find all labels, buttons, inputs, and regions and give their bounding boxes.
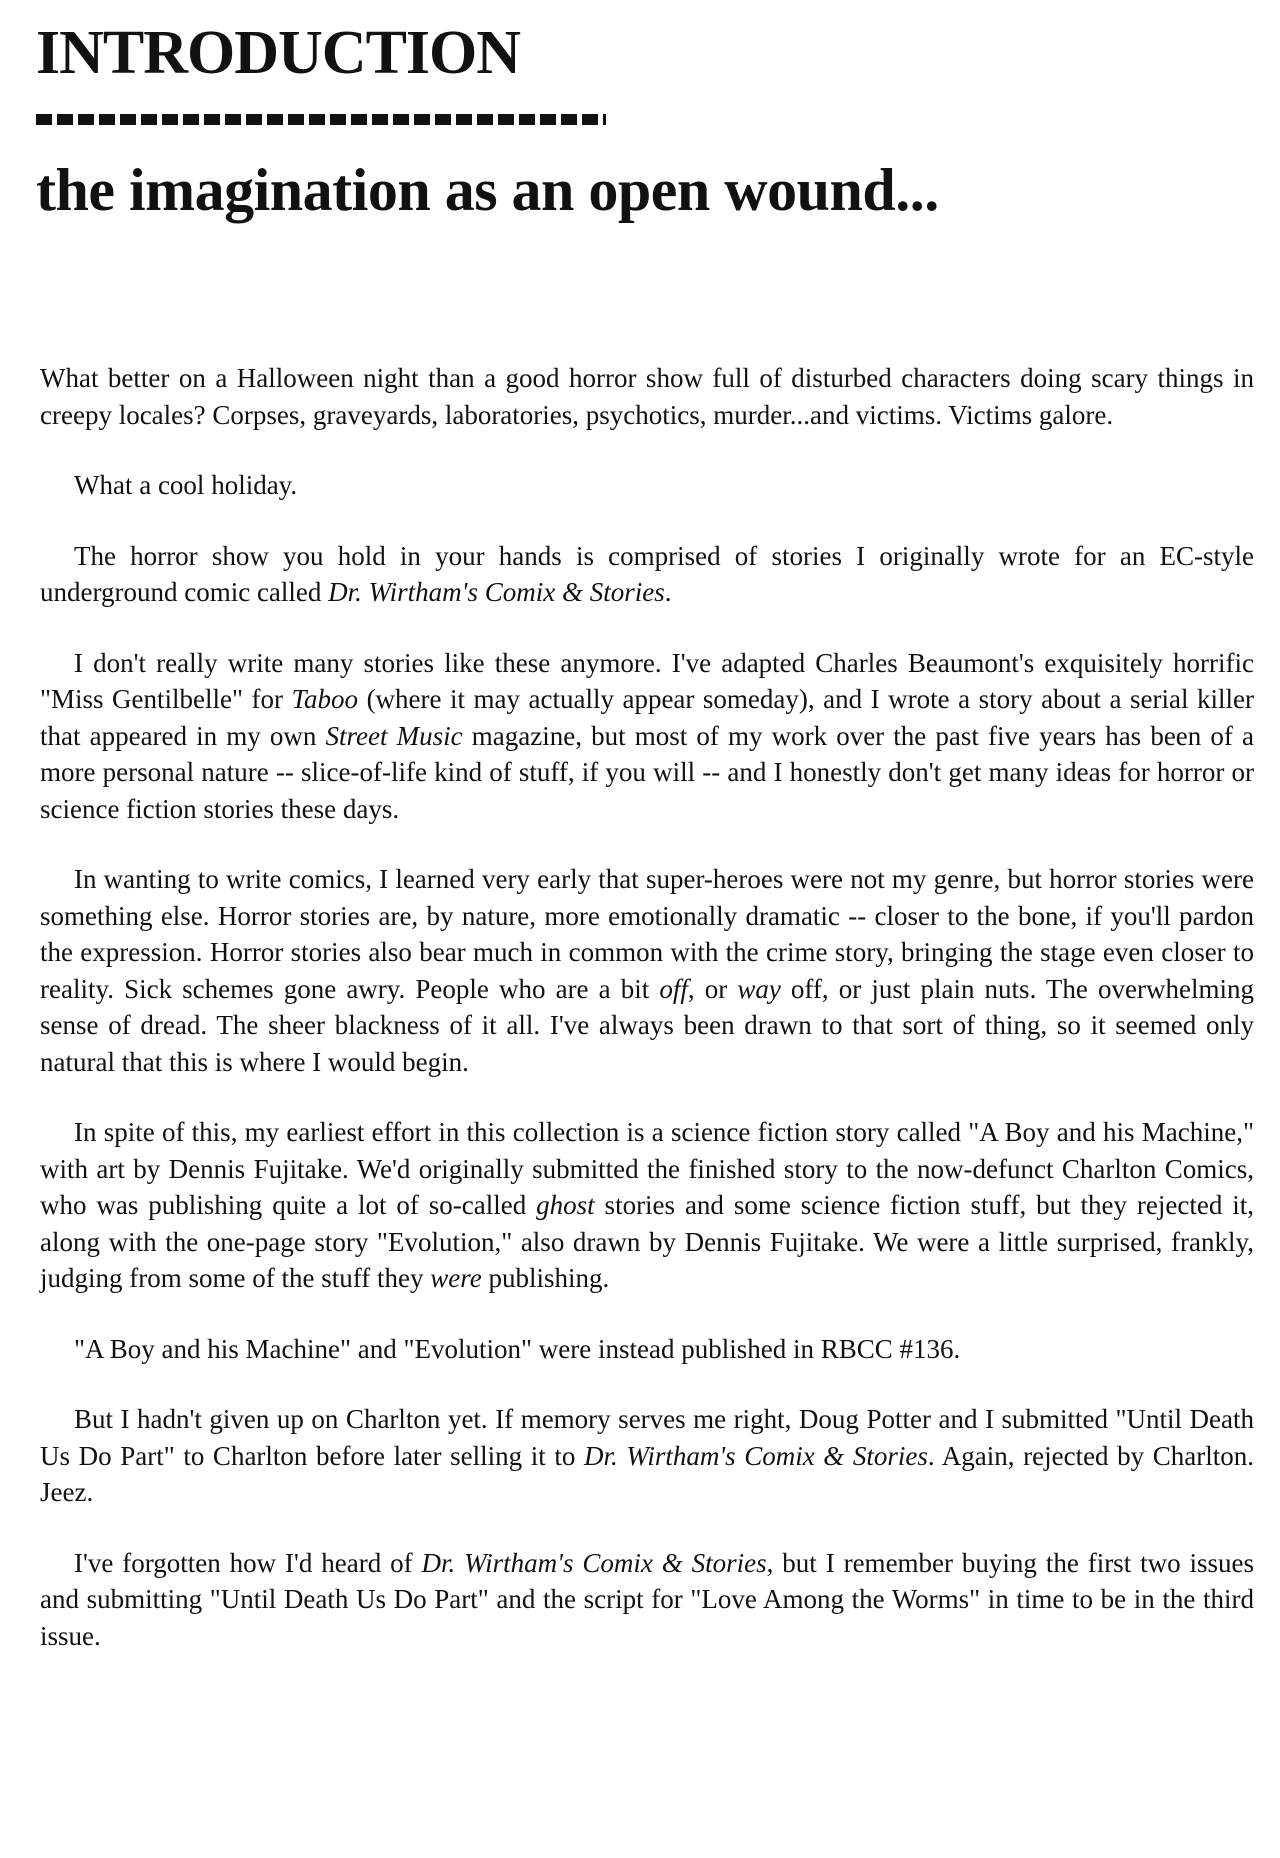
paragraph	[40, 1401, 1254, 1511]
paragraph-text: In spite of this, my earliest effort in this collection is a science fiction story called "A Boy and his Machine," with art by Dennis Fujitake. We'd originally submitted the finished story to the now-defunct Charlton Comics, who was publishing quite a lot of so-called	[40, 1117, 1254, 1220]
italic-text: Street Music	[325, 720, 463, 751]
paragraph-text: stories and some science fiction stuff, but they rejected it, along with the one-page story "Evolution," also drawn by Dennis Fujitake. We were a little surprised, frankly, judging from some of the stuff they	[40, 1190, 1254, 1293]
page-subtitle: the imagination as an open wound...	[36, 157, 939, 223]
paragraph-text: But I hadn't given up on Charlton yet. If memory serves me right, Doug Potter and I submitted "Until Death Us Do Part" to Charlton before later selling it to	[40, 1404, 1254, 1471]
paragraph	[40, 1114, 1254, 1297]
paragraph	[40, 645, 1254, 828]
page-title: INTRODUCTION	[36, 19, 521, 87]
paragraph-text: The horror show you hold in your hands is comprised of stories I originally wrote for an EC-style underground comic called	[40, 540, 1254, 607]
paragraph-text: What better on a Halloween night than a good horror show full of disturbed characters doing scary things in creepy locales? Corpses, graveyards, laboratories, psychotics, murder...and victims. Victims galore.	[40, 363, 1254, 430]
italic-text: off	[659, 973, 688, 1004]
paragraph-text: off, or just plain nuts. The overwhelming sense of dread. The sheer blackness of it all. I've always been drawn to that sort of thing, so it seemed only natural that this is where I would begin.	[40, 973, 1254, 1077]
paragraph-text: "A Boy and his Machine" and "Evolution" were instead published in RBCC #136.	[74, 1333, 961, 1364]
paragraph	[40, 538, 1254, 611]
paragraph-text: publishing.	[481, 1263, 610, 1293]
paragraph-text: , but I remember buying the first two issues and submitting "Until Death Us Do Part" and the script for "Love Among the Worms" in time to be in the third issue.	[40, 1547, 1254, 1651]
paragraph-text: I don't really write many stories like these anymore. I've adapted Charles Beaumont's exquisitely horrific "Miss Gentilbelle" for	[40, 647, 1254, 714]
article-body	[40, 360, 1254, 1688]
italic-text: Taboo	[291, 684, 359, 714]
italic-text: Dr. Wirtham's Comix & Stories	[583, 1440, 928, 1471]
paragraph-text: . Again, rejected by Charlton. Jeez.	[40, 1440, 1254, 1507]
paragraph-text: magazine, but most of my work over the past five years has been of a more personal nature -- slice-of-life kind of stuff, if you will -- and I honestly don't get many ideas for horror or science fiction stories these days.	[40, 720, 1255, 824]
italic-text: ghost	[536, 1190, 595, 1220]
paragraph	[40, 360, 1254, 433]
paragraph	[40, 1331, 1254, 1368]
paragraph	[40, 1545, 1254, 1655]
paragraph-text: I've forgotten how I'd heard of	[74, 1547, 422, 1578]
paragraph-text: What a cool holiday.	[74, 470, 298, 500]
paragraph-text: In wanting to write comics, I learned very early that super-heroes were not my genre, but horror stories were something else. Horror stories are, by nature, more emotionally dramatic -- closer to the bone, if you'll pardon the expression. Horror stories also bear much in common with the crime story, bringing the stage even closer to reality. Sick schemes gone awry. People who are a bit	[40, 864, 1254, 1004]
paragraph-text: (where it may actually appear someday), and I wrote a story about a serial killer that appeared in my own	[40, 684, 1254, 751]
dashed-divider	[36, 114, 606, 125]
italic-text: Dr. Wirtham's Comix & Stories	[328, 577, 665, 607]
italic-text: were	[430, 1263, 482, 1293]
paragraph-text: .	[664, 577, 672, 607]
italic-text: way	[737, 973, 781, 1004]
paragraph-text: , or	[687, 973, 738, 1004]
italic-text: Dr. Wirtham's Comix & Stories	[421, 1547, 767, 1578]
paragraph	[40, 861, 1254, 1080]
paragraph	[40, 467, 1254, 504]
